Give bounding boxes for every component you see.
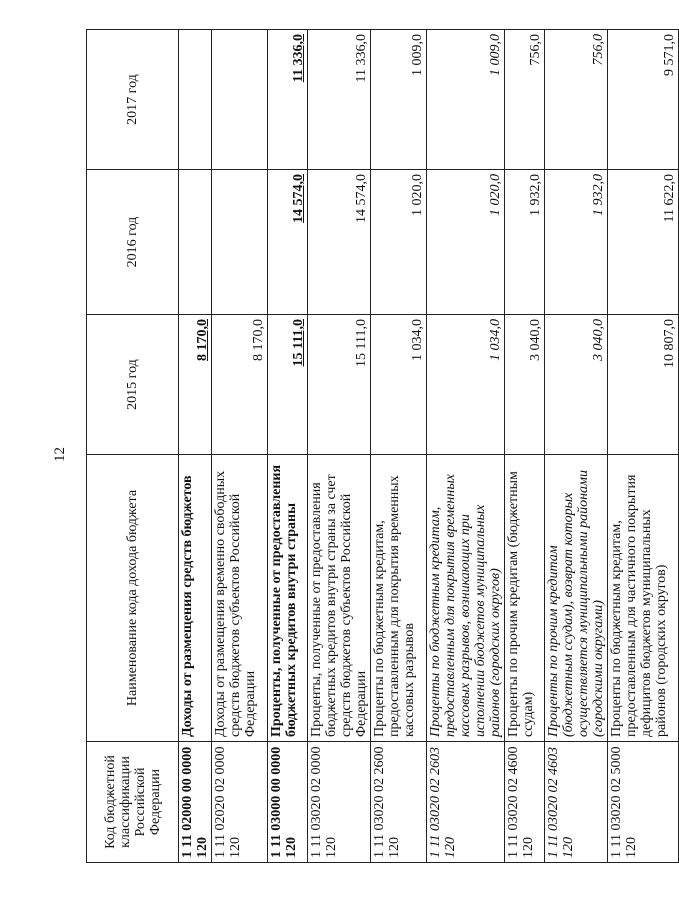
row-2015: 1 034,0 [371, 315, 427, 455]
row-2015: 15 111,0 [268, 315, 308, 455]
header-2017: 2017 год [87, 30, 179, 170]
budget-table-rotated [86, 30, 677, 863]
header-2015: 2015 год [87, 315, 179, 455]
row-2017: 11 336,0 [268, 30, 308, 170]
row-code: 1 11 02020 02 0000 120 [212, 742, 268, 863]
table-header-row [87, 30, 179, 863]
row-code: 1 11 03020 02 0000 120 [308, 742, 371, 863]
row-2015: 15 111,0 [308, 315, 371, 455]
header-2016: 2016 год [87, 170, 179, 315]
row-name: Проценты, полученные от предоставления бюджетных кредитов внутри страны за счет средств бюджетов субъектов Российской Федерации [308, 455, 371, 742]
row-2016 [179, 170, 212, 315]
row-2015: 8 170,0 [179, 315, 212, 455]
row-code: 1 11 03020 02 4603 120 [545, 742, 608, 863]
row-2015: 3 040,0 [505, 315, 545, 455]
row-2017: 1 009,0 [427, 30, 505, 170]
row-name: Проценты по прочим кредитам (бюджетным ссудам), возврат которых осуществляется муниципальными районами (городскими округами) [545, 455, 608, 742]
row-2016 [212, 170, 268, 315]
row-2015: 8 170,0 [212, 315, 268, 455]
table-row [427, 30, 505, 863]
row-code: 1 11 03020 02 2603 120 [427, 742, 505, 863]
row-2017: 756,0 [505, 30, 545, 170]
row-2017 [212, 30, 268, 170]
row-name: Доходы от размещения средств бюджетов [179, 455, 212, 742]
row-2016: 14 574,0 [268, 170, 308, 315]
row-name: Проценты по бюджетным кредитам, предоставленным для покрытия временных кассовых разрывов, возникающих при исполнении бюджетов муниципальных районов (городских округов) [427, 455, 505, 742]
table-row [268, 30, 308, 863]
row-2017: 756,0 [545, 30, 608, 170]
table-row [371, 30, 427, 863]
row-2017: 11 336,0 [308, 30, 371, 170]
table-row [179, 30, 212, 863]
row-code: 1 11 03020 02 4600 120 [505, 742, 545, 863]
table-row [505, 30, 545, 863]
row-code: 1 11 02000 00 0000 120 [179, 742, 212, 863]
row-2016: 1 932,0 [505, 170, 545, 315]
budget-table [86, 29, 679, 863]
row-2015: 3 040,0 [545, 315, 608, 455]
row-name: Доходы от размещения временно свободных средств бюджетов субъектов Российской Федерации [212, 455, 268, 742]
row-name: Проценты, полученные от предоставления бюджетных кредитов внутри страны [268, 455, 308, 742]
row-2015: 10 807,0 [608, 315, 679, 455]
row-2016: 1 932,0 [545, 170, 608, 315]
page-number: 12 [52, 447, 68, 462]
row-2017 [179, 30, 212, 170]
table-row [212, 30, 268, 863]
row-code: 1 11 03020 02 5000 120 [608, 742, 679, 863]
row-code: 1 11 03020 02 2600 120 [371, 742, 427, 863]
row-2016: 1 020,0 [371, 170, 427, 315]
row-code: 1 11 03000 00 0000 120 [268, 742, 308, 863]
row-2016: 14 574,0 [308, 170, 371, 315]
header-name: Наименование кода дохода бюджета [87, 455, 179, 742]
row-2017: 1 009,0 [371, 30, 427, 170]
table-row [308, 30, 371, 863]
row-name: Проценты по бюджетным кредитам, предоставленным для покрытия временных кассовых разрывов [371, 455, 427, 742]
header-code: Код бюджетной классификации Российской Федерации [87, 742, 179, 863]
row-2017: 9 571,0 [608, 30, 679, 170]
row-2016: 11 622,0 [608, 170, 679, 315]
table-row [608, 30, 679, 863]
row-name: Проценты по бюджетным кредитам, предоставленным для частичного покрытия дефицитов бюджетов муниципальных районов (городских округов) [608, 455, 679, 742]
row-2016: 1 020,0 [427, 170, 505, 315]
row-name: Проценты по прочим кредитам (бюджетным ссудам) [505, 455, 545, 742]
row-2015: 1 034,0 [427, 315, 505, 455]
table-row [545, 30, 608, 863]
